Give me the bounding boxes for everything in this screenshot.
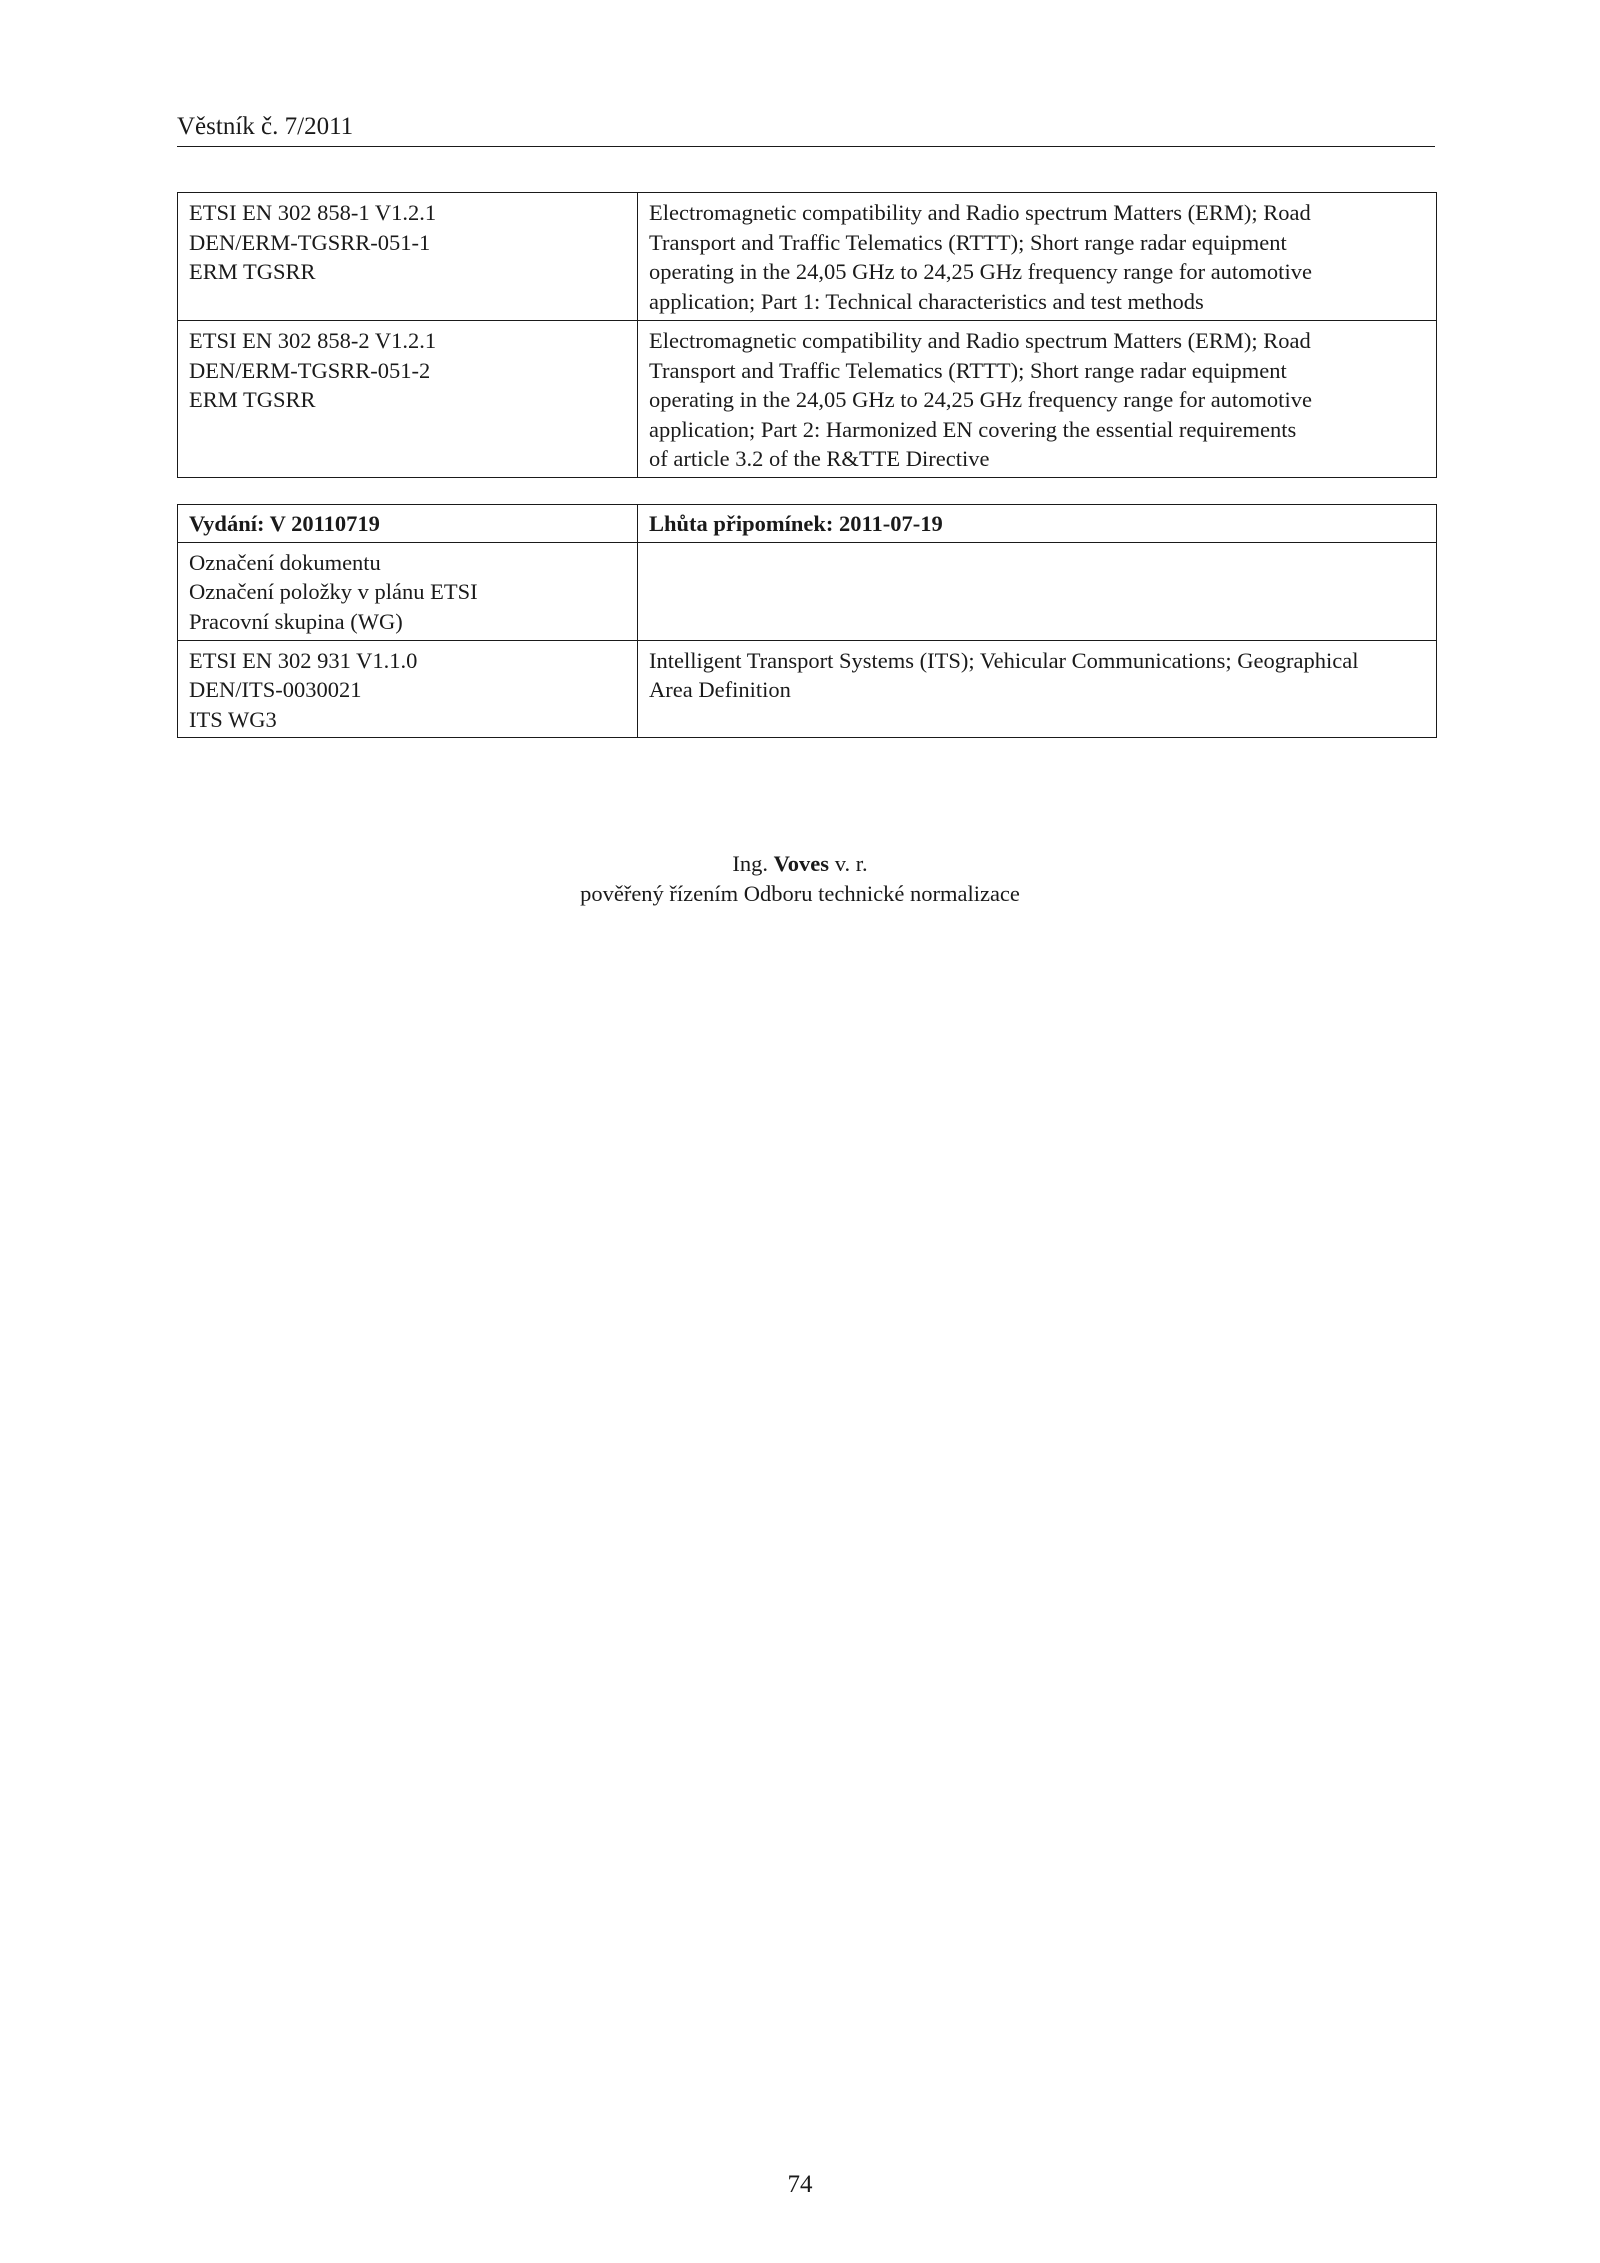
standard-title-line: Transport and Traffic Telematics (RTTT); Short range radar equipment <box>649 357 1287 383</box>
legend-document-designation: Označení dokumentu <box>189 549 381 575</box>
signatory-role: pověřený řízením Odboru technické normalizace <box>580 880 1020 906</box>
issue-label: Vydání: V 20110719 <box>189 511 380 536</box>
legend-cell <box>178 542 638 640</box>
table-header-row <box>178 505 1437 543</box>
issue-header-cell <box>178 505 638 543</box>
working-group: ERM TGSRR <box>189 259 316 284</box>
signatory-suffix: v. r. <box>829 851 868 876</box>
standard-number: ETSI EN 302 858-1 V1.2.1 <box>189 200 437 225</box>
standard-title-line: of article 3.2 of the R&TTE Directive <box>649 446 990 471</box>
standards-table-1 <box>177 192 1437 478</box>
standard-title-cell <box>638 193 1437 321</box>
table-row <box>178 640 1437 738</box>
standard-number: ETSI EN 302 931 V1.1.0 <box>189 647 418 673</box>
signatory-name: Voves <box>773 851 830 876</box>
page-number: 74 <box>787 2171 813 2198</box>
comment-deadline-label: Lhůta připomínek: 2011-07-19 <box>649 511 943 536</box>
etsi-work-item: DEN/ERM-TGSRR-051-1 <box>189 229 431 255</box>
standard-title-cell <box>638 640 1437 738</box>
legend-working-group: Pracovní skupina (WG) <box>189 608 403 634</box>
standard-title-line: Intelligent Transport Systems (ITS); Vehicular Communications; Geographical <box>649 647 1359 673</box>
table-row <box>178 321 1437 478</box>
standard-title-line: Area Definition <box>649 677 791 702</box>
signatory-line <box>0 849 1600 879</box>
standard-id-cell <box>178 193 638 321</box>
standard-title-line: Transport and Traffic Telematics (RTTT); Short range radar equipment <box>649 229 1287 255</box>
journal-title: Věstník č. 7/2011 <box>177 113 354 140</box>
legend-row <box>178 542 1437 640</box>
deadline-header-cell <box>638 505 1437 543</box>
standard-title-cell <box>638 321 1437 478</box>
signatory-prefix: Ing. <box>732 851 774 876</box>
standard-title-line: Electromagnetic compatibility and Radio spectrum Matters (ERM); Road <box>649 328 1311 353</box>
standard-title-line: operating in the 24,05 GHz to 24,25 GHz frequency range for automotive <box>649 387 1312 412</box>
working-group: ERM TGSRR <box>189 387 316 412</box>
page-header <box>177 112 1435 147</box>
table-row <box>178 193 1437 321</box>
standards-table-2 <box>177 504 1437 738</box>
etsi-work-item: DEN/ERM-TGSRR-051-2 <box>189 357 431 383</box>
standard-id-cell <box>178 640 638 738</box>
signature-block <box>0 849 1600 908</box>
standard-title-line: application; Part 1: Technical characteristics and test methods <box>649 288 1204 314</box>
working-group: ITS WG3 <box>189 706 277 732</box>
legend-etsi-plan-item: Označení položky v plánu ETSI <box>189 579 478 604</box>
standard-id-cell <box>178 321 638 478</box>
etsi-work-item: DEN/ITS-0030021 <box>189 677 362 702</box>
standard-title-line: operating in the 24,05 GHz to 24,25 GHz frequency range for automotive <box>649 259 1312 284</box>
standard-title-line: application; Part 2: Harmonized EN covering the essential requirements <box>649 416 1297 442</box>
standard-number: ETSI EN 302 858-2 V1.2.1 <box>189 328 437 353</box>
legend-empty-cell <box>638 542 1437 640</box>
standard-title-line: Electromagnetic compatibility and Radio spectrum Matters (ERM); Road <box>649 200 1311 225</box>
